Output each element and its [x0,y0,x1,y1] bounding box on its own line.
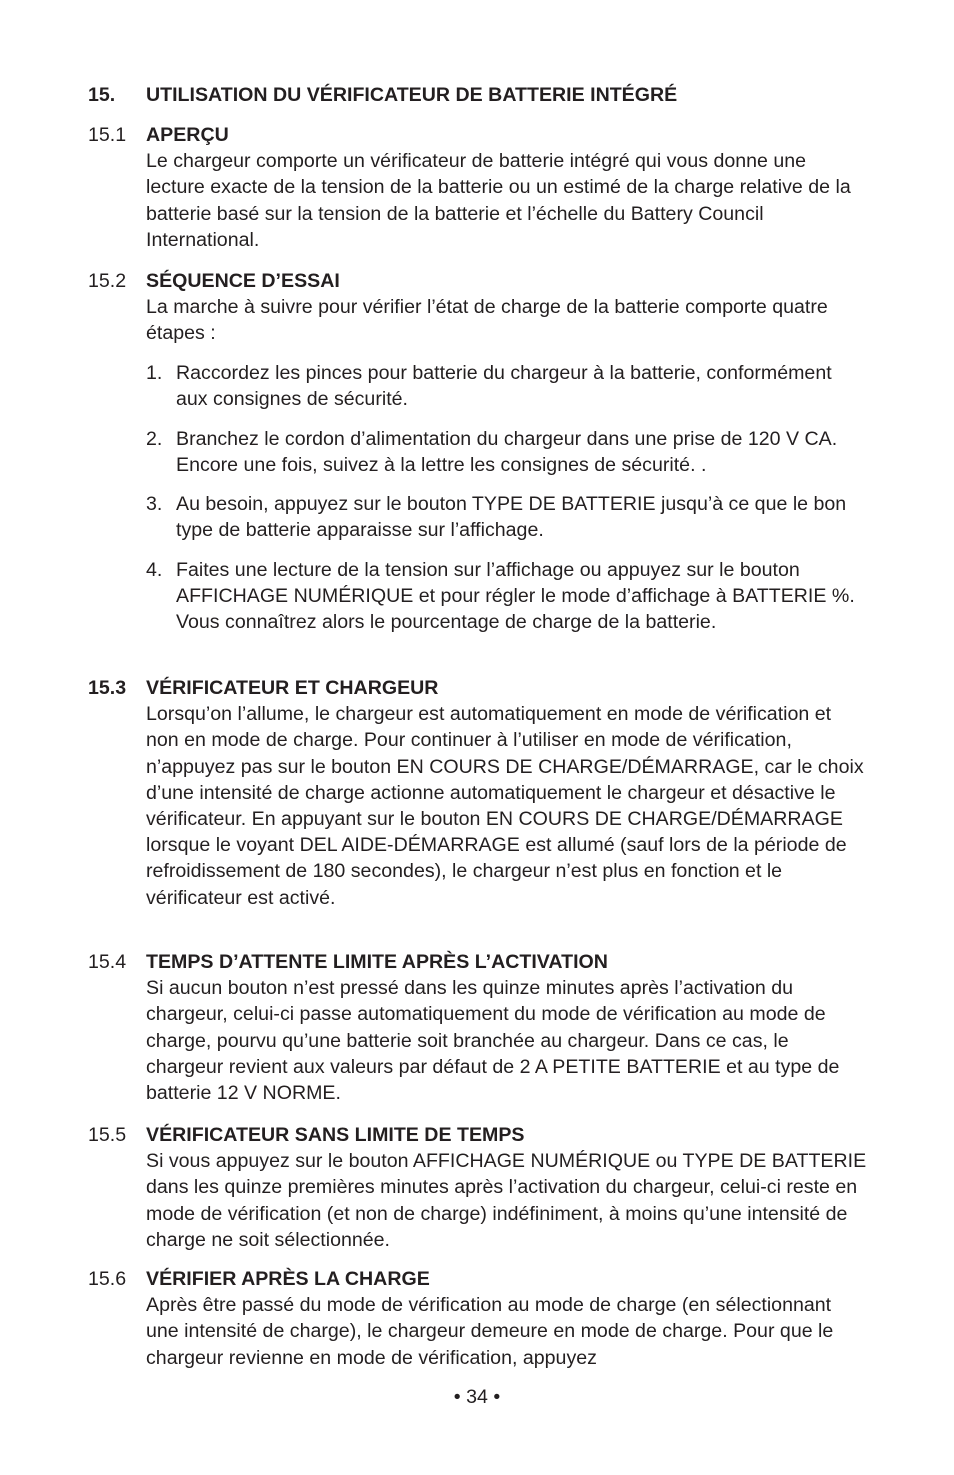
subsection-text: Après être passé du mode de vérification au mode de charge (en sélectionnant une intensité de charge), le chargeur demeure en mode de charge. Pour que le chargeur revienne en mode de vérification, appuyez [146,1294,834,1369]
step-text: Raccordez les pinces pour batterie du chargeur à la batterie, conformément aux consignes de sécurité. [176,362,832,411]
subsection-15-3 [88,675,868,911]
subsection-title: SÉQUENCE D’ESSAI [146,270,340,292]
subsection-15-5 [88,1122,868,1253]
subsection-text: La marche à suivre pour vérifier l’état de charge de la batterie comporte quatre étapes : [146,296,828,345]
step-item [146,360,866,412]
page-number: • 34 • [453,1386,501,1408]
subsection-title: VÉRIFICATEUR SANS LIMITE DE TEMPS [146,1124,525,1146]
subsection-text: Lorsqu’on l’allume, le chargeur est automatiquement en mode de vérification et non en mode de charge. Pour continuer à l’utiliser en mode de vérification, n’appuyez pas sur le bouton EN COURS DE CHARGE/DÉMARRAGE, car le choix d’une intensité de charge actionne automatiquement le chargeur et désactive le vérificateur. En appuyant sur le bouton EN COURS DE CHARGE/DÉMARRAGE lorsque le voyant DEL AIDE-DÉMARRAGE est allumé (sauf lors de la période de refroidissement de 180 secondes), le chargeur n’est plus en fonction et le vérificateur est activé. [146,703,864,909]
step-item [146,426,866,478]
step-item [146,491,866,543]
subsection-15-1 [88,122,868,253]
step-text: Branchez le cordon d’alimentation du chargeur dans une prise de 120 V CA. Encore une fois, suivez à la lettre les consignes de sécurité. . [176,428,838,477]
subsection-text: Si vous appuyez sur le bouton AFFICHAGE NUMÉRIQUE ou TYPE DE BATTERIE dans les quinze premières minutes après l’activation du chargeur, celui-ci reste en mode de vérification (et non de charge) indéfiniment, à moins qu’une intensité de charge ne soit sélectionnée. [146,1150,867,1251]
subsection-title: APERÇU [146,124,229,146]
step-number: 2. [146,428,163,450]
step-number: 1. [146,362,163,384]
subsection-number: 15.4 [88,951,127,973]
subsection-title: TEMPS D’ATTENTE LIMITE APRÈS L’ACTIVATION [146,951,608,973]
subsection-number: 15.6 [88,1268,127,1290]
subsection-number: 15.3 [88,677,127,699]
subsection-text: Le chargeur comporte un vérificateur de batterie intégré qui vous donne une lecture exacte de la tension de la batterie ou un estimé de la charge relative de la batterie basé sur la tension de la batterie et l’échelle du Battery Council International. [146,150,851,251]
step-item [146,557,866,636]
section-heading [88,82,868,108]
step-number: 4. [146,559,163,581]
subsection-title: VÉRIFIER APRÈS LA CHARGE [146,1268,430,1290]
subsection-number: 15.5 [88,1124,127,1146]
section-number: 15. [88,84,116,106]
step-number: 3. [146,493,163,515]
subsection-15-6 [88,1266,868,1371]
subsection-title: VÉRIFICATEUR ET CHARGEUR [146,677,439,699]
step-text: Faites une lecture de la tension sur l’affichage ou appuyez sur le bouton AFFICHAGE NUMÉRIQUE et pour régler le mode d’affichage à BATTERIE %. Vous connaîtrez alors le pourcentage de charge de la batterie. [176,559,855,634]
step-text: Au besoin, appuyez sur le bouton TYPE DE BATTERIE jusqu’à ce que le bon type de batterie apparaisse sur l’affichage. [176,493,847,542]
subsection-number: 15.1 [88,124,127,146]
subsection-15-2 [88,268,868,347]
subsection-15-4 [88,949,868,1106]
subsection-number: 15.2 [88,270,127,292]
subsection-text: Si aucun bouton n’est pressé dans les quinze minutes après l’activation du chargeur, celui-ci passe automatiquement du mode de vérification au mode de charge, pourvu qu’une batterie soit branchée au chargeur. Dans ce cas, le chargeur revient aux valeurs par défaut de 2 A PETITE BATTERIE et au type de batterie 12 V NORME. [146,977,840,1105]
section-title: UTILISATION DU VÉRIFICATEUR DE BATTERIE INTÉGRÉ [146,84,678,106]
